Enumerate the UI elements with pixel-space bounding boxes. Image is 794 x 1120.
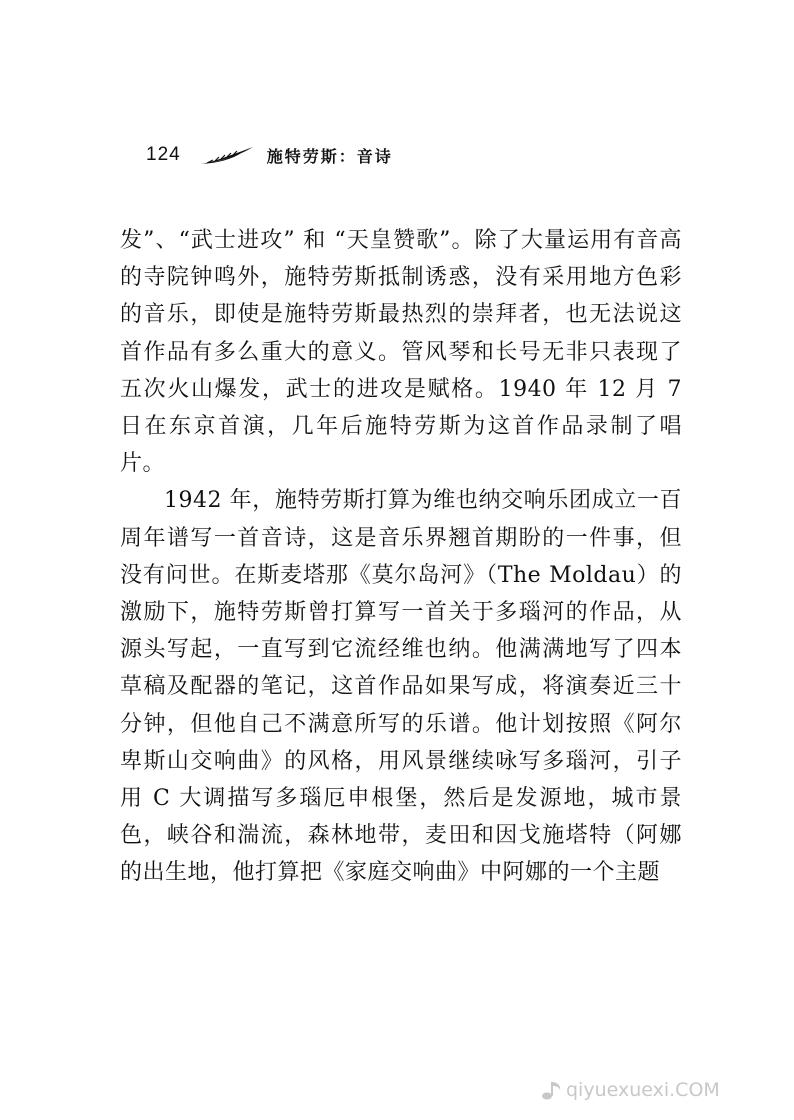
page-number: 124 [146,144,181,165]
watermark [540,1079,720,1101]
quill-pen-icon [199,144,255,166]
paragraph-continued: 发”、“武士进攻” 和 “天皇赞歌”。除了大量运用有音高的寺院钟鸣外，施特劳斯抵制诱惑，没有采用地方色彩的音乐，即使是施特劳斯最热烈的崇拜者，也无法说这首作品有多么重大的意义。管风琴和长号无非只表现了五次火山爆发，武士的进攻是赋格。1940 年 12 月 7 日在东京首演，几年后施特劳斯为这首作品录制了唱片。 [120,228,682,477]
music-note-icon [540,1079,564,1101]
page-header [146,140,393,170]
watermark-text: qiyuexuexi.COM [566,1079,720,1101]
body-text [120,222,682,892]
running-title: 施特劳斯：音诗 [266,146,393,166]
paragraph: 1942 年，施特劳斯打算为维也纳交响乐团成立一百周年谱写一首音诗，这是音乐界翘首期盼的一件事，但没有问世。在斯麦塔那《莫尔岛河》（The Moldau）的激励下，施特劳斯曾打算写一首关于多瑙河的作品，从源头写起，一直写到它流经维也纳。他满满地写了四本草稿及配器的笔记，这首作品如果写成，将演奏近三十分钟，但他自己不满意所写的乐谱。他计划按照《阿尔卑斯山交响曲》的风格，用风景继续咏写多瑙河，引子用 C 大调描写多瑙厄申根堡，然后是发源地，城市景色，峡谷和湍流，森林地带，麦田和因戈施塔特（阿娜的出生地，他打算把《家庭交响曲》中阿娜的一个主题 [120,488,682,886]
